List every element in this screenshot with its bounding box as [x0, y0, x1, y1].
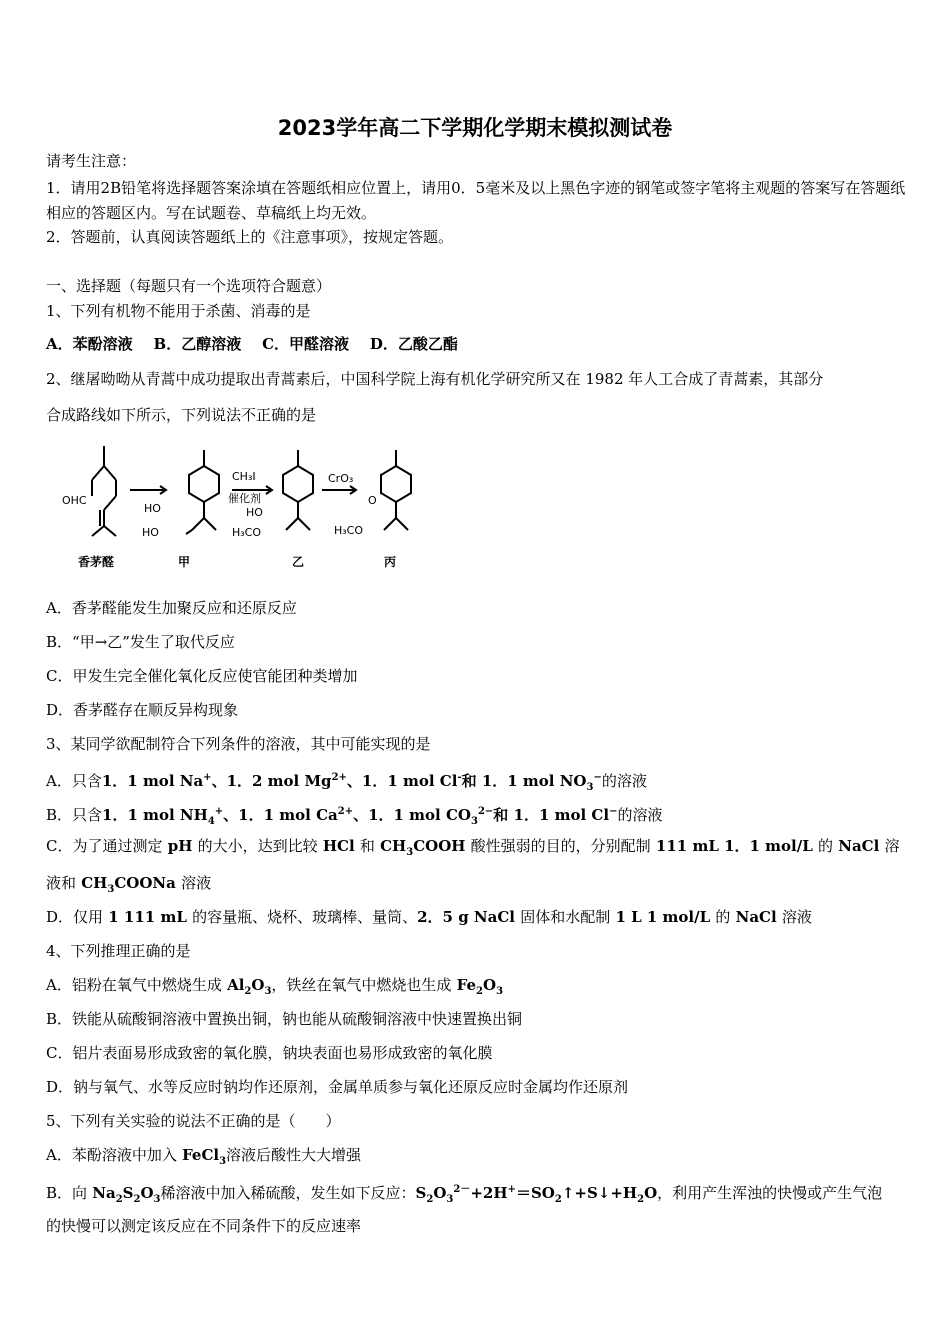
question-5-option-b-line-1: B．向 $Na_2S_2O_3$稀溶液中加入稀硫酸，发生如下反应：$S_2O_3^{2-}+2H^+=SO_2↑+S↓+H_2O$，利用产生浑浊的快慢或产生气泡 [46, 1184, 883, 1205]
group-ho-jia-2: HO [142, 526, 159, 539]
question-4-option-d: D．钠与氧气、水等反应时钠均作还原剂，金属单质参与氧化还原反应时金属均作还原剂 [46, 1078, 629, 1096]
label-citronellal: 香茅醛 [78, 555, 115, 569]
question-2-stem-line-2: 合成路线如下所示，下列说法不正确的是 [46, 406, 317, 424]
question-4-option-c: C．铝片表面易形成致密的氧化膜，钠块表面也易形成致密的氧化膜 [46, 1044, 493, 1062]
question-3-option-c-line-1: C．为了通过测定 pH 的大小，达到比较 HCl 和 $CH_3COOH$ 酸性强弱的目的，分别配制 111 mL 1．1 mol/L 的 NaCl 溶 [46, 837, 900, 858]
label-bing: 丙 [384, 555, 397, 569]
question-3-option-d: D．仅用 1 111 mL 的容量瓶、烧杯、玻璃棒、量筒、2．5 g NaCl 固体和水配制 1 L 1 mol/L 的 NaCl 溶液 [46, 908, 812, 926]
question-2-option-d: D．香茅醛存在顺反异构现象 [46, 701, 239, 719]
reagent-catalyst: 催化剂 [228, 492, 261, 505]
notice-item-1: 1．请用2B铅笔将选择题答案涂填在答题纸相应位置上，请用0．5毫米及以上黑色字迹的钢笔或签字笔将主观题的答案写在答题纸相应的答题区内。写在试题卷、草稿纸上均无效。 [46, 179, 906, 222]
question-4-stem: 4、下列推理正确的是 [46, 942, 191, 960]
question-4-option-a: A．铝粉在氧气中燃烧生成 $Al_2O_3$，铁丝在氧气中燃烧也生成 $Fe_2O_3$ [46, 976, 504, 997]
question-1-stem: 1、下列有机物不能用于杀菌、消毒的是 [46, 302, 311, 320]
question-3-option-b: B．只含1．1 mol $NH_4^+$、1．1 mol $Ca^{2+}$、1．1 mol $CO_3^{2-}$和 1．1 mol Cl−的溶液 [46, 806, 663, 827]
group-ohc: OHC [62, 494, 87, 507]
question-3-stem: 3、某同学欲配制符合下列条件的溶液，其中可能实现的是 [46, 735, 431, 753]
group-ho-yi: HO [246, 506, 263, 519]
group-h3co-bing: H₃CO [334, 524, 364, 537]
question-2-stem-line-1: 2、继屠呦呦从青蒿中成功提取出青蒿素后，中国科学院上海有机化学研究所又在 1982 年人工合成了青蒿素，其部分 [46, 370, 824, 388]
question-2-option-a: A．香茅醛能发生加聚反应和还原反应 [46, 599, 297, 617]
reagent-cro3: CrO₃ [328, 472, 354, 485]
group-ho-jia: HO [144, 502, 161, 515]
notice-item-2: 2．答题前，认真阅读答题纸上的《注意事项》，按规定答题。 [46, 228, 454, 246]
synthesis-route-figure [56, 438, 436, 578]
page-title: 2023学年高二下学期化学期末模拟测试卷 [277, 116, 673, 140]
question-5-option-b-line-2: 的快慢可以测定该反应在不同条件下的反应速率 [46, 1217, 362, 1235]
group-o-bing: O [368, 494, 377, 507]
notice-heading: 请考生注意： [46, 152, 137, 170]
section-heading: 一、选择题（每题只有一个选项符合题意） [46, 277, 332, 295]
question-2-option-b: B．“甲→乙”发生了取代反应 [46, 633, 235, 651]
group-h3co-yi: H₃CO [232, 526, 262, 539]
question-1-options: A．苯酚溶液 B．乙醇溶液 C．甲醛溶液 D．乙酸乙酯 [46, 335, 458, 353]
question-5-stem: 5、下列有关实验的说法不正确的是（ ） [46, 1112, 341, 1130]
question-3-option-c-line-2: 液和 $CH_3COONa$ 溶液 [46, 874, 212, 895]
reagent-ch3i: CH₃I [232, 470, 256, 483]
label-yi: 乙 [292, 555, 305, 569]
question-3-option-a: A．只含1．1 mol Na+、1．2 mol $Mg^{2+}$、1．1 mol Cl-和 1．1 mol $NO_3^-$的溶液 [46, 772, 647, 793]
label-jia: 甲 [178, 555, 191, 569]
question-4-option-b: B．铁能从硫酸铜溶液中置换出铜，钠也能从硫酸铜溶液中快速置换出铜 [46, 1010, 523, 1028]
question-2-option-c: C．甲发生完全催化氧化反应使官能团种类增加 [46, 667, 358, 685]
question-5-option-a: A．苯酚溶液中加入 FeCl$_3$溶液后酸性大大增强 [46, 1146, 362, 1167]
